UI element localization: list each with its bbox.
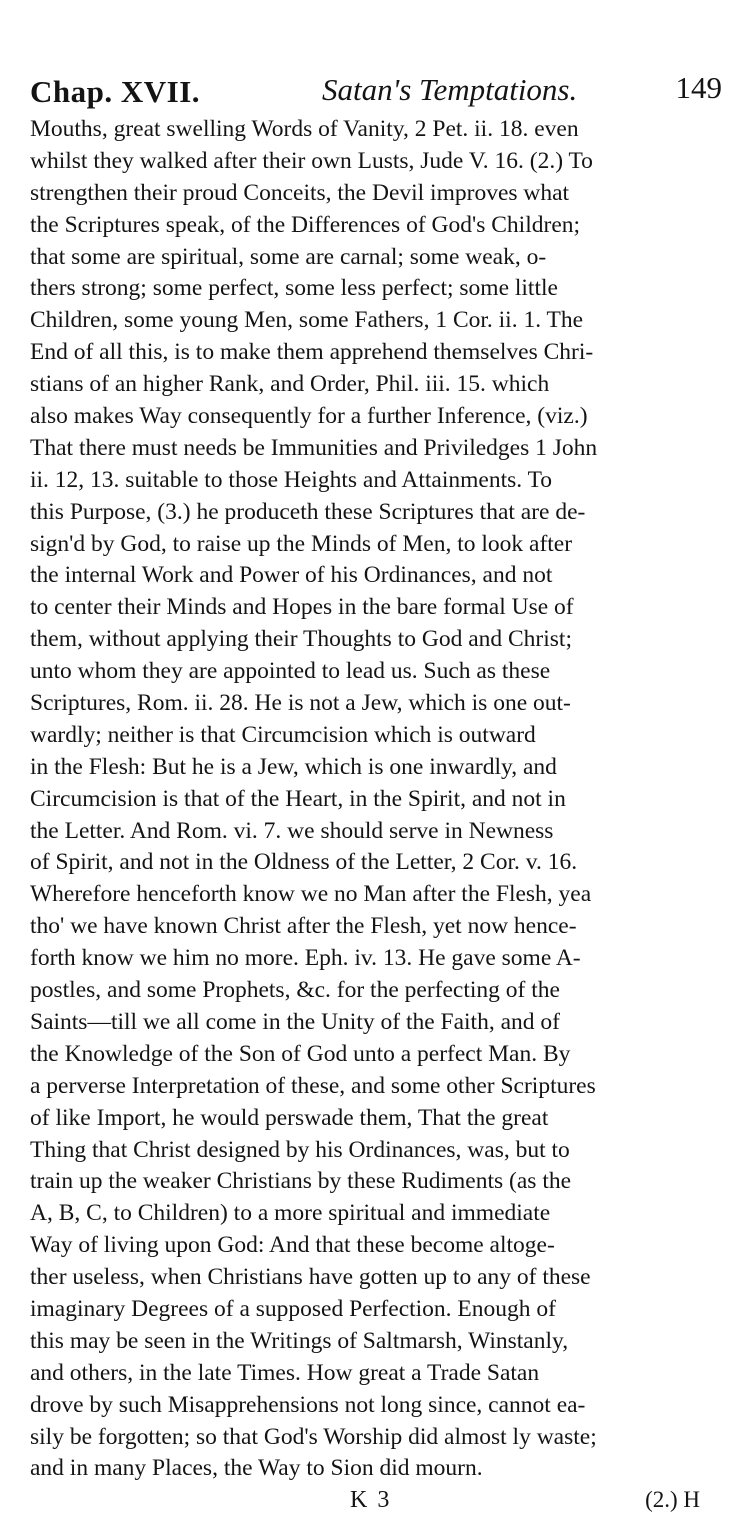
text-line: postles, and some Prophets, &c. for the perfecting of the (30, 977, 560, 1004)
page-footer (30, 1485, 740, 1521)
text-line: wardly; neither is that Circumcision which is outward (30, 721, 536, 748)
signature-mark: K 3 (350, 1487, 392, 1514)
text-line: ii. 12, 13. suitable to those Heights and Attainments. To (30, 466, 553, 493)
text-line: of like Import, he would perswade them, That the great (30, 1104, 549, 1131)
text-line: That there must needs be Immunities and Priviledges 1 John (30, 434, 598, 461)
text-line: that some are spiritual, some are carnal; some weak, o- (30, 243, 547, 270)
text-line: drove by such Misapprehensions not long since, cannot ea- (30, 1391, 586, 1418)
text-line: Wherefore henceforth know we no Man after the Flesh, yea (30, 881, 592, 908)
text-line: to center their Minds and Hopes in the bare formal Use of (30, 594, 574, 621)
chapter-heading: Chap. XVII. (30, 74, 201, 109)
text-line: this Purpose, (3.) he produceth these Scriptures that are de- (30, 498, 586, 525)
text-line: forth know we him no more. Eph. iv. 13. He gave some A- (30, 945, 581, 972)
body-text (30, 114, 740, 1485)
text-line: also makes Way consequently for a further Inference, (viz.) (30, 403, 588, 430)
text-line: Mouths, great swelling Words of Vanity, 2 Pet. ii. 18. even (30, 116, 579, 142)
page-number: 149 (675, 70, 722, 105)
text-line: whilst they walked after their own Lusts, Jude V. 16. (2.) To (30, 147, 593, 174)
text-line: Circumcision is that of the Heart, in the Spirit, and not in (30, 785, 566, 812)
text-line: the Letter. And Rom. vi. 7. we should serve in Newness (30, 817, 554, 844)
catchword: (2.) H (645, 1487, 700, 1513)
text-line: the Knowledge of the Son of God unto a perfect Man. By (30, 1040, 571, 1067)
text-line: of Spirit, and not in the Oldness of the Letter, 2 Cor. v. 16. (30, 849, 578, 876)
text-line: sily be forgotten; so that God's Worship did almost ly waste; (30, 1423, 597, 1450)
text-line: this may be seen in the Writings of Saltmarsh, Winstanly, (30, 1327, 569, 1354)
text-line: Scriptures, Rom. ii. 28. He is not a Jew, which is one out- (30, 690, 571, 717)
text-line: and others, in the late Times. How great a Trade Satan (30, 1359, 540, 1386)
text-line: and in many Places, the Way to Sion did mourn. (30, 1455, 483, 1482)
text-line: the internal Work and Power of his Ordinances, and not (30, 562, 553, 589)
text-line: the Scriptures speak, of the Differences of God's Children; (30, 211, 581, 238)
text-line: sign'd by God, to raise up the Minds of Men, to look after (30, 530, 573, 557)
text-line: train up the weaker Christians by these Rudiments (as the (30, 1168, 572, 1195)
text-line: ther useless, when Christians have gotten up to any of these (30, 1264, 591, 1291)
text-line: strengthen their proud Conceits, the Devil improves what (30, 179, 570, 206)
text-line: End of all this, is to make them apprehend themselves Chri- (30, 339, 594, 366)
text-line: imaginary Degrees of a supposed Perfection. Enough of (30, 1295, 556, 1322)
text-line: them, without applying their Thoughts to God and Christ; (30, 626, 572, 653)
text-line: in the Flesh: But he is a Jew, which is one inwardly, and (30, 753, 557, 780)
text-line: Way of living upon God: And that these become altoge- (30, 1232, 555, 1259)
text-line: a perverse Interpretation of these, and some other Scriptures (30, 1072, 596, 1099)
text-line: A, B, C, to Children) to a more spiritual and immediate (30, 1200, 551, 1227)
text-line: Children, some young Men, some Fathers, 1 Cor. ii. 1. The (30, 307, 584, 334)
text-line: unto whom they are appointed to lead us. Such as these (30, 658, 551, 685)
running-title: Satan's Temptations. (322, 72, 578, 107)
text-line: stians of an higher Rank, and Order, Phil. iii. 15. which (30, 371, 550, 398)
text-line: tho' we have known Christ after the Flesh, yet now hence- (30, 913, 577, 940)
text-line: Thing that Christ designed by his Ordinances, was, but to (30, 1136, 570, 1163)
text-line: Saints—till we all come in the Unity of the Faith, and of (30, 1008, 560, 1035)
text-line: thers strong; some perfect, some less perfect; some little (30, 275, 558, 302)
running-header (30, 68, 740, 112)
